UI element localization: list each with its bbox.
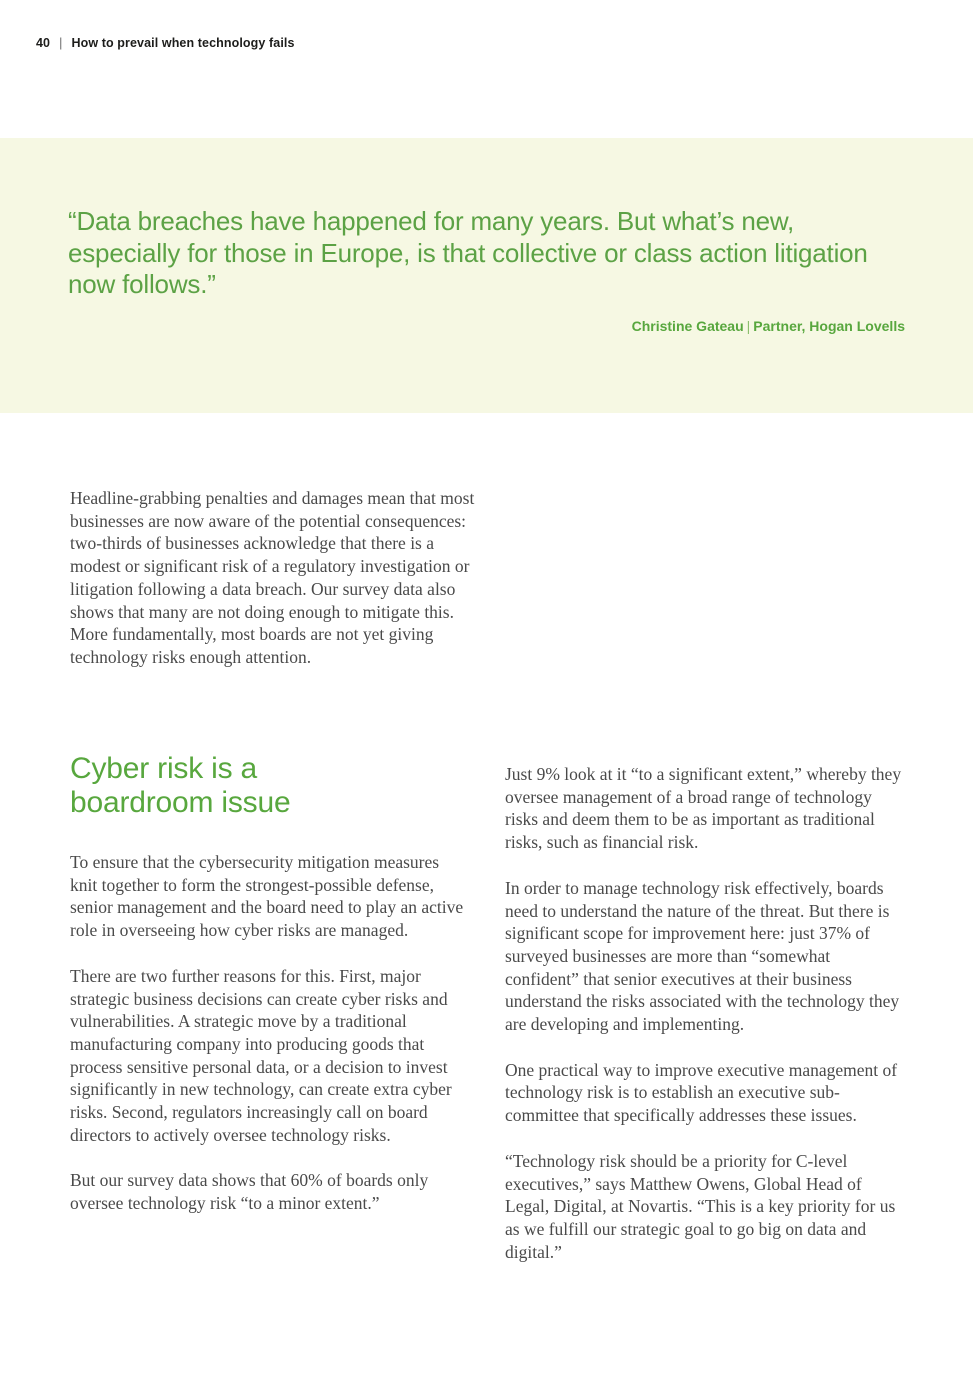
page-header: [36, 36, 295, 50]
attribution-role: Partner, Hogan Lovells: [753, 317, 905, 334]
quote-attribution: [68, 318, 905, 334]
running-title: How to prevail when technology fails: [71, 36, 295, 50]
body-paragraph: But our survey data shows that 60% of boards only oversee technology risk “to a minor extent.”: [70, 1170, 429, 1214]
body-paragraph: To ensure that the cybersecurity mitigation measures knit together to form the strongest-possible defense, senior management and the board need to play an active role in overseeing how cyber risks are managed.: [70, 852, 464, 941]
quote-band: [0, 138, 973, 413]
section-cyber-risk: [70, 752, 906, 1263]
attribution-name: Christine Gateau: [631, 317, 744, 334]
header-separator: |: [59, 36, 63, 50]
body-paragraph: Just 9% look at it “to a significant extent,” whereby they oversee management of a broad range of technology risks and deem them to be as important as traditional risks, such as financial risk.: [505, 764, 902, 853]
body-paragraph: There are two further reasons for this. First, major strategic business decisions can create cyber risks and vulnerabilities. A strategic move by a traditional manufacturing company into producing goods that process sensitive personal data, or a decision to invest significantly in new technology, can create extra cyber risks. Second, regulators increasingly call on board directors to actively oversee technology risks.: [70, 965, 452, 1145]
left-column: [70, 752, 470, 1263]
body-paragraph: One practical way to improve executive management of technology risk is to establish an executive sub-committee that specifically addresses these issues.: [505, 1059, 898, 1126]
page-number: 40: [36, 36, 51, 50]
right-column: [505, 752, 905, 1263]
body-paragraph: In order to manage technology risk effectively, boards need to understand the nature of the threat. But there is significant scope for improvement here: just 37% of surveyed businesses are more than “somewhat confident” that senior executives at their business understand the risks associated with the technology they are developing and implementing.: [505, 877, 900, 1035]
attribution-separator: |: [746, 317, 751, 334]
body-paragraph: “Technology risk should be a priority for C-level executives,” says Matthew Owens, Global Head of Legal, Digital, at Novartis. “This is a key priority for us as we fulfill our strategic goal to go big on data and digital.”: [505, 1150, 896, 1262]
intro-paragraph: Headline-grabbing penalties and damages mean that most businesses are now aware of the potential consequences: two-thirds of businesses acknowledge that there is a modest or significant risk of a regulatory investigation or litigation following a data breach. Our survey data also shows that many are not doing enough to mitigate this. More fundamentally, most boards are not yet giving technology risks enough attention.: [70, 488, 475, 667]
pull-quote: “Data breaches have happened for many years. But what’s new, especially for those in Europe, is that collective or class action litigation now follows.”: [68, 206, 868, 299]
section-heading: Cyber risk is a boardroom issue: [70, 752, 291, 819]
